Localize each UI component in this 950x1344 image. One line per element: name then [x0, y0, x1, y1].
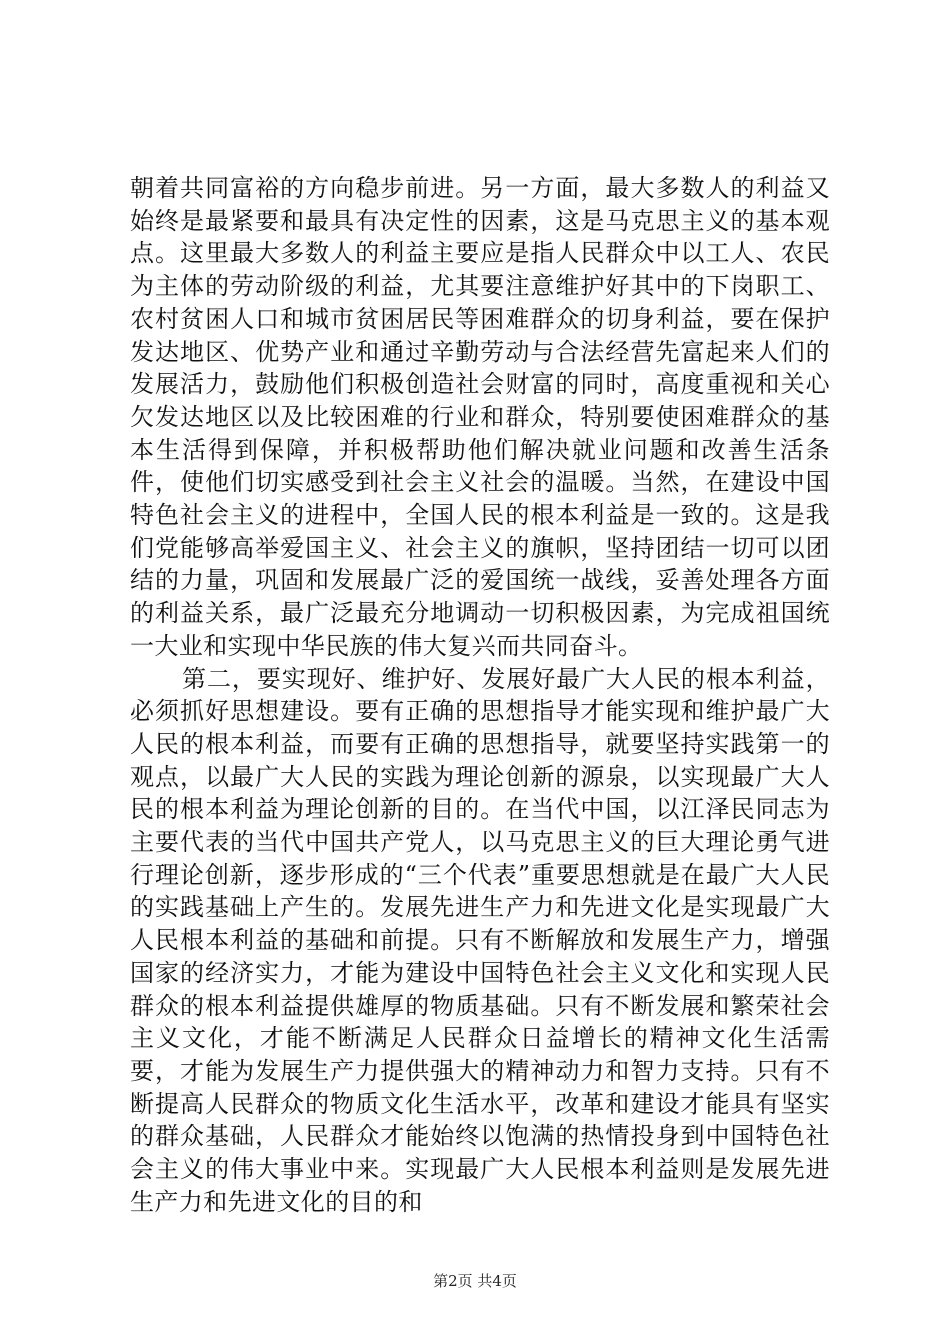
paragraph-second-point: 第二，要实现好、维护好、发展好最广大人民的根本利益，必须抓好思想建设。要有正确的思想指导才能实现和维护最广大人民的根本利益，而要有正确的思想指导，就要坚持实践第一的观点，以最广大人民的实践为理论创新的源泉，以实现最广大人民的根本利益为理论创新的目的。在当代中国，以江泽民同志为主要代表的当代中国共产党人，以马克思主义的巨大理论勇气进行理论创新，逐步形成的“三个代表”重要思想就是在最广大人民的实践基础上产生的。发展先进生产力和先进文化是实现最广大人民根本利益的基础和前提。只有不断解放和发展生产力，增强国家的经济实力，才能为建设中国特色社会主义文化和实现人民群众的根本利益提供雄厚的物质基础。只有不断发展和繁荣社会主义文化，才能不断满足人民群众日益增长的精神文化生活需要，才能为发展生产力提供强大的精神动力和智力支持。只有不断提高人民群众的物质文化生活水平，改革和建设才能具有坚实的群众基础，人民群众才能始终以饱满的热情投身到中国特色社会主义的伟大事业中来。实现最广大人民根本利益则是发展先进生产力和先进文化的目的和 [130, 664, 830, 1216]
document-body [130, 172, 830, 1219]
paragraph-continuation: 朝着共同富裕的方向稳步前进。另一方面，最大多数人的利益又始终是最紧要和最具有决定性的因素，这是马克思主义的基本观点。这里最大多数人的利益主要应是指人民群众中以工人、农民为主体的劳动阶级的利益，尤其要注意维护好其中的下岗职工、农村贫困人口和城市贫困居民等困难群众的切身利益，要在保护发达地区、优势产业和通过辛勤劳动与合法经营先富起来人们的发展活力，鼓励他们积极创造社会财富的同时，高度重视和关心欠发达地区以及比较困难的行业和群众，特别要使困难群众的基本生活得到保障，并积极帮助他们解决就业问题和改善生活条件，使他们切实感受到社会主义社会的温暖。当然，在建设中国特色社会主义的进程中，全国人民的根本利益是一致的。这是我们党能够高举爱国主义、社会主义的旗帜，坚持团结一切可以团结的力量，巩固和发展最广泛的爱国统一战线，妥善处理各方面的利益关系，最广泛最充分地调动一切积极因素，为完成祖国统一大业和实现中华民族的伟大复兴而共同奋斗。 [130, 174, 830, 660]
page-number-footer: 第2页 共4页 [433, 1272, 517, 1290]
